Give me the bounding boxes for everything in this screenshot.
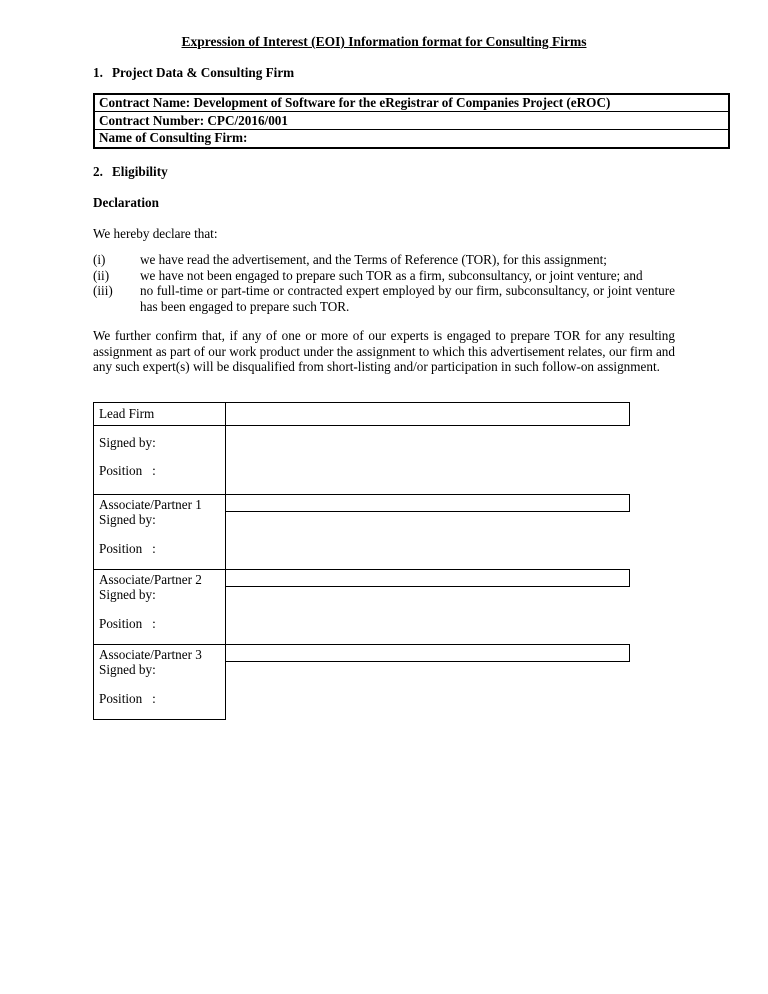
associate-partner-3-cell	[94, 645, 225, 717]
associate-partner-1-label: Associate/Partner 1	[99, 496, 202, 512]
signed-by-label: Signed by:	[99, 662, 156, 677]
declaration-list	[93, 252, 675, 314]
list-item	[93, 268, 675, 284]
signature-table-left-column	[93, 402, 226, 720]
section-1-heading-text: Project Data & Consulting Firm	[112, 65, 295, 80]
section-2-heading	[93, 164, 768, 180]
list-item	[93, 283, 675, 314]
section-1-number: 1.	[93, 65, 103, 80]
position-label: Position :	[99, 540, 156, 556]
list-item-text: we have read the advertisement, and the Terms of Reference (TOR), for this assignment;	[140, 252, 607, 267]
list-marker: (ii)	[93, 267, 110, 283]
table-row	[94, 112, 729, 130]
signature-table	[93, 402, 730, 720]
lead-firm-signature-cell	[94, 426, 225, 495]
declaration-intro: We hereby declare that:	[93, 225, 218, 241]
list-marker: (i)	[93, 252, 106, 267]
associate-partner-2-input[interactable]	[225, 569, 630, 587]
lead-firm-label: Lead Firm	[94, 403, 225, 426]
table-row	[94, 130, 729, 148]
section-2-number: 2.	[93, 163, 103, 179]
position-label: Position :	[99, 463, 156, 478]
signed-by-label: Signed by:	[99, 512, 156, 527]
list-item-text: no full-time or part-time or contracted expert employed by our firm, subconsultancy, or joint venture has been engaged to prepare such TOR.	[140, 283, 675, 314]
table-row	[94, 94, 729, 112]
associate-partner-1-input[interactable]	[225, 494, 630, 512]
section-2-heading-text: Eligibility	[112, 163, 168, 179]
associate-partner-3-input[interactable]	[225, 644, 630, 662]
list-item-text: we have not been engaged to prepare such TOR as a firm, subconsultancy, or joint venture; and	[140, 267, 643, 283]
position-label: Position :	[99, 615, 156, 631]
list-marker: (iii)	[93, 283, 113, 298]
section-1-heading	[93, 65, 768, 81]
list-item	[93, 252, 675, 268]
page-title: Expression of Interest (EOI) Information format for Consulting Firms	[181, 34, 587, 49]
position-label: Position :	[99, 690, 156, 706]
associate-partner-2-cell	[94, 570, 225, 645]
confirmation-paragraph: We further confirm that, if any of one or more of our experts is engaged to prepare TOR for any resulting assignment as part of our work product under the assignment to which this advertisement relates, our firm and any such expert(s) will be disqualified from short-listing and/or participation in such follow-on assignment.	[93, 328, 675, 374]
signed-by-label: Signed by:	[99, 587, 156, 602]
associate-partner-1-cell	[94, 495, 225, 570]
associate-partner-3-label: Associate/Partner 3	[99, 646, 202, 662]
lead-firm-input[interactable]	[225, 402, 630, 426]
contract-number-cell: Contract Number: CPC/2016/001	[94, 112, 729, 130]
contract-info-table	[93, 93, 730, 149]
declaration-subheading: Declaration	[93, 195, 159, 210]
consulting-firm-name-cell[interactable]: Name of Consulting Firm:	[94, 130, 729, 148]
contract-name-cell: Contract Name: Development of Software for the eRegistrar of Companies Project (eROC)	[94, 94, 729, 112]
associate-partner-2-label: Associate/Partner 2	[99, 571, 202, 587]
signed-by-label: Signed by:	[99, 434, 156, 450]
